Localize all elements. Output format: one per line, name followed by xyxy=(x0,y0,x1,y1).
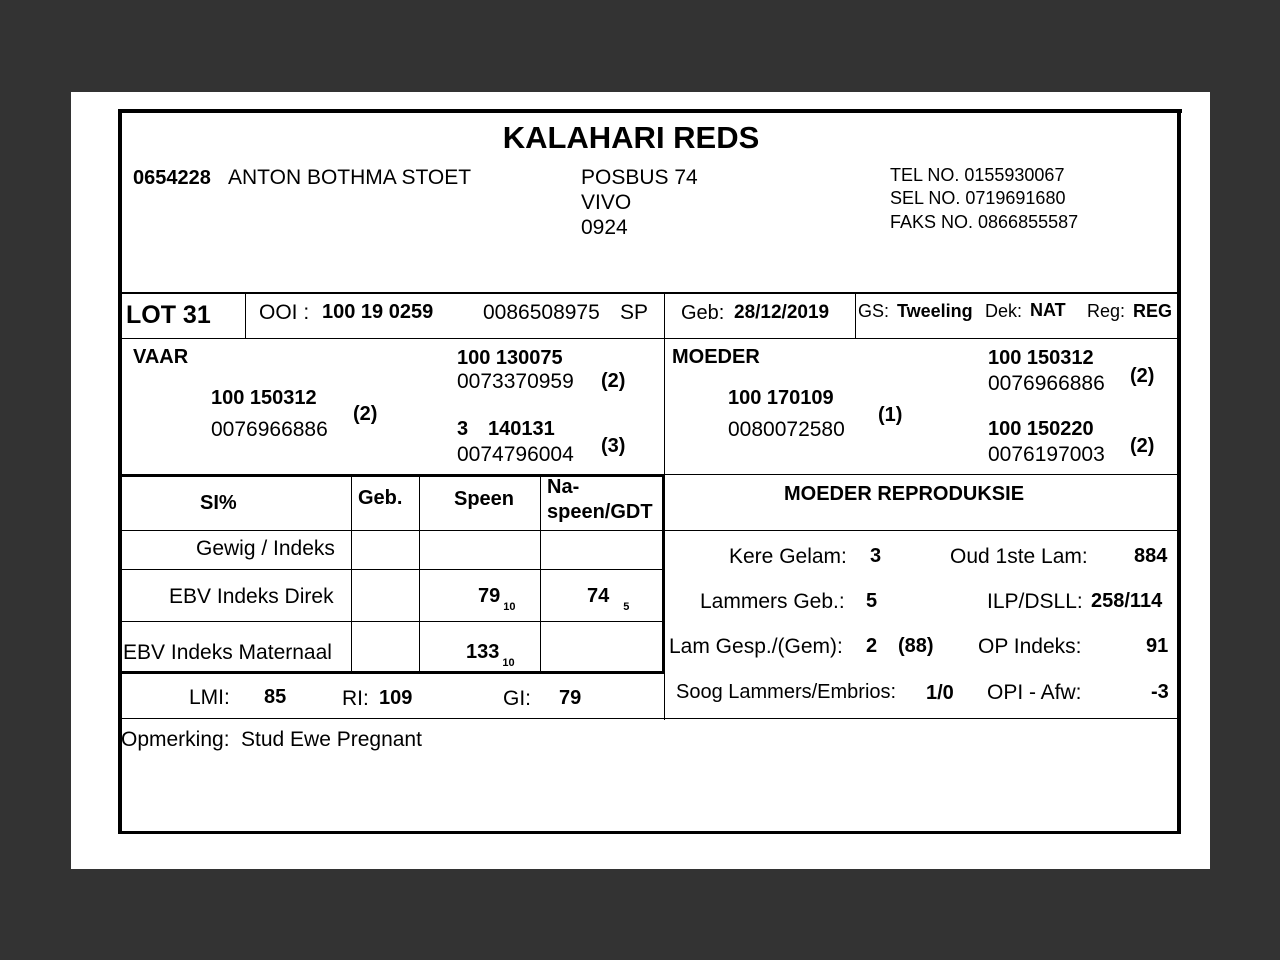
moeder-sire-id: 100 150312 xyxy=(988,347,1094,369)
divider-lot-bottom xyxy=(118,338,1180,339)
speen-header: Speen xyxy=(454,488,515,510)
moeder-sire-count: (2) xyxy=(1130,365,1155,387)
lammers-label: Lammers Geb.: xyxy=(700,590,845,613)
lmi-value: 85 xyxy=(264,686,287,708)
op-value: 91 xyxy=(1146,635,1169,657)
reproduksie-top xyxy=(665,474,1180,475)
moeder-main-id: 100 170109 xyxy=(728,387,834,409)
ooi-label: OOI : xyxy=(259,301,310,324)
border-bottom xyxy=(118,831,1180,834)
vaar-dam-number: 0074796004 xyxy=(457,443,574,466)
oud-value: 884 xyxy=(1134,545,1168,567)
id-number: 0086508975 xyxy=(483,301,600,324)
row-label-maternaal: EBV Indeks Maternaal xyxy=(123,641,332,664)
breeder-name: ANTON BOTHMA STOET xyxy=(228,166,472,189)
direk-naspeen-value: 74 $_5$ xyxy=(587,585,630,613)
geb-header: Geb. xyxy=(358,487,403,509)
lam-label: Lam Gesp./(Gem): xyxy=(669,635,843,658)
vaar-dam-prefix: 3 xyxy=(457,418,469,440)
si-col-2 xyxy=(419,476,420,672)
reg-label: Reg: xyxy=(1087,301,1126,321)
reproduksie-title: MOEDER REPRODUKSIE xyxy=(784,483,1025,505)
kere-value: 3 xyxy=(870,545,882,567)
ilp-value: 258/114 xyxy=(1091,590,1163,612)
vaar-dam-count: (3) xyxy=(601,435,626,457)
opi-value: -3 xyxy=(1151,681,1169,703)
border-left xyxy=(118,109,122,834)
document-sheet xyxy=(71,92,1210,869)
vaar-sire-number: 0073370959 xyxy=(457,370,574,393)
si-table-bottom xyxy=(118,671,665,674)
si-col-1 xyxy=(351,476,352,672)
dek-value: NAT xyxy=(1030,300,1066,320)
address-line-3: 0924 xyxy=(581,216,628,239)
moeder-dam-number: 0076197003 xyxy=(988,443,1105,466)
op-label: OP Indeks: xyxy=(978,635,1082,658)
gi-label: GI: xyxy=(503,687,532,710)
lam-gem: (88) xyxy=(898,635,934,657)
opmerking-value: Stud Ewe Pregnant xyxy=(241,728,422,751)
address-line-2: VIVO xyxy=(581,191,632,214)
vaar-sire-id: 100 130075 xyxy=(457,347,563,369)
border-top xyxy=(118,109,1182,113)
ooi-value: 100 19 0259 xyxy=(322,301,434,323)
si-row-line-3 xyxy=(118,621,665,622)
maternaal-speen-value: 133 $_{10}$ xyxy=(466,641,515,669)
naspeen-header-line-2: speen/GDT xyxy=(547,501,653,523)
si-col-3 xyxy=(540,476,541,672)
page-title: KALAHARI REDS xyxy=(502,120,760,155)
moeder-dam-id: 100 150220 xyxy=(988,418,1094,440)
ri-value: 109 xyxy=(379,687,413,709)
lam-value: 2 xyxy=(866,635,878,657)
moeder-main-number: 0080072580 xyxy=(728,418,845,441)
divider-lot-2 xyxy=(664,293,665,338)
breeder-number: 0654228 xyxy=(133,167,211,189)
reg-value: REG xyxy=(1133,301,1173,321)
border-right xyxy=(1177,109,1181,834)
si-row-line-1 xyxy=(118,530,665,531)
soog-value: 1/0 xyxy=(926,682,954,704)
dek-label: Dek: xyxy=(985,301,1023,321)
gs-label: GS: xyxy=(858,301,890,321)
direk-speen-value: 79 $_{10}$ xyxy=(478,585,516,613)
moeder-main-count: (1) xyxy=(878,404,903,426)
soog-label: Soog Lammers/Embrios: xyxy=(676,681,897,703)
divider-lot-1 xyxy=(245,293,246,338)
lammers-value: 5 xyxy=(866,590,878,612)
reproduksie-bottom xyxy=(665,718,1180,719)
opi-label: OPI - Afw: xyxy=(987,681,1082,704)
maternaal-speen-sub: 10 xyxy=(502,657,515,669)
ri-label: RI: xyxy=(342,687,369,710)
gs-value: Tweeling xyxy=(897,301,973,321)
kere-label: Kere Gelam: xyxy=(729,545,847,568)
vaar-main-count: (2) xyxy=(353,403,378,425)
lmi-label: LMI: xyxy=(189,686,230,709)
vaar-sire-count: (2) xyxy=(601,370,626,392)
moeder-label: MOEDER xyxy=(672,346,760,368)
opmerking-label: Opmerking: xyxy=(121,728,230,751)
moeder-dam-count: (2) xyxy=(1130,435,1155,457)
vaar-label: VAAR xyxy=(133,346,189,368)
naspeen-header-line-1: Na- xyxy=(547,476,580,498)
gi-value: 79 xyxy=(559,687,582,709)
faks-number: FAKS NO. 0866855587 xyxy=(890,212,1079,232)
direk-speen-sub: 10 xyxy=(503,601,516,613)
vaar-main-number: 0076966886 xyxy=(211,418,328,441)
tel-number: TEL NO. 0155930067 xyxy=(890,165,1065,185)
sel-number: SEL NO. 0719691680 xyxy=(890,188,1066,208)
id-suffix: SP xyxy=(620,301,649,324)
geb-value: 28/12/2019 xyxy=(734,302,830,323)
moeder-sire-number: 0076966886 xyxy=(988,372,1105,395)
reproduksie-header-line xyxy=(665,530,1180,531)
si-table-right xyxy=(662,476,665,673)
row-label-gewig: Gewig / Indeks xyxy=(196,537,335,560)
si-row-line-2 xyxy=(118,569,665,570)
geb-label: Geb: xyxy=(681,302,725,324)
si-table-top xyxy=(118,474,665,477)
divider-lot-3 xyxy=(855,293,856,338)
row-label-direk: EBV Indeks Direk xyxy=(169,585,334,608)
address-line-1: POSBUS 74 xyxy=(581,166,698,189)
oud-label: Oud 1ste Lam: xyxy=(950,545,1088,568)
ilp-label: ILP/DSLL: xyxy=(987,590,1083,613)
vaar-dam-id: 140131 xyxy=(488,418,555,440)
direk-naspeen-sub: 5 xyxy=(623,601,630,613)
lot-label: LOT 31 xyxy=(126,301,211,329)
vaar-main-id: 100 150312 xyxy=(211,387,317,409)
divider-lot-top xyxy=(118,292,1180,294)
si-header: SI% xyxy=(200,492,237,514)
